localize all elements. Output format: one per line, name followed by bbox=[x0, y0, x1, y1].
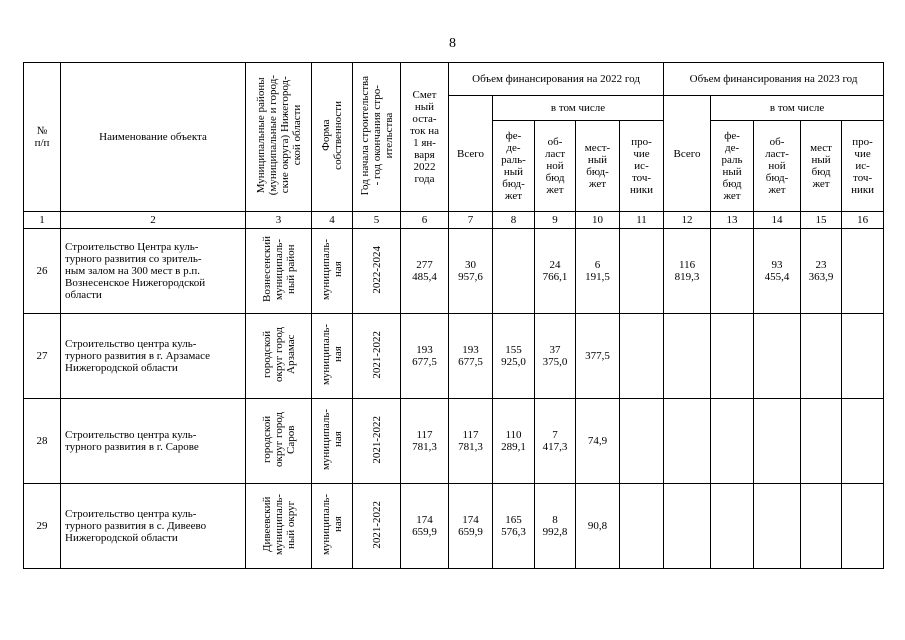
regional-2022: 37 375,0 bbox=[535, 314, 576, 399]
object-name: Строительство центра куль- турного развития в г. Сарове bbox=[61, 399, 246, 484]
local-2023 bbox=[801, 314, 842, 399]
local-2022: 377,5 bbox=[576, 314, 620, 399]
federal-2023 bbox=[711, 229, 754, 314]
federal-2023 bbox=[711, 399, 754, 484]
header-fin-2022: Объем финансирования на 2022 год bbox=[449, 63, 664, 96]
header-incl-2023: в том числе bbox=[711, 96, 884, 121]
regional-2022: 24 766,1 bbox=[535, 229, 576, 314]
row-number: 27 bbox=[24, 314, 61, 399]
funding-table bbox=[23, 62, 884, 569]
estimate-balance: 193 677,5 bbox=[401, 314, 449, 399]
table-row bbox=[24, 484, 884, 569]
object-name: Строительство центра куль- турного развития в г. Арзамасе Нижегородской области bbox=[61, 314, 246, 399]
other-2022 bbox=[620, 484, 664, 569]
col-number: 9 bbox=[535, 212, 576, 229]
header-federal-2023: фе- де- раль ный бюд жет bbox=[711, 121, 754, 212]
col-number: 15 bbox=[801, 212, 842, 229]
col-number: 1 bbox=[24, 212, 61, 229]
other-2022 bbox=[620, 399, 664, 484]
regional-2022: 8 992,8 bbox=[535, 484, 576, 569]
total-2023 bbox=[664, 484, 711, 569]
construction-years: 2021-2022 bbox=[370, 415, 383, 464]
col-number: 16 bbox=[842, 212, 884, 229]
col-number: 7 bbox=[449, 212, 493, 229]
col-number: 13 bbox=[711, 212, 754, 229]
ownership-form: муниципаль- ная bbox=[320, 493, 344, 556]
regional-2022: 7 417,3 bbox=[535, 399, 576, 484]
municipality: городской округ город Саров bbox=[260, 412, 297, 467]
local-2023 bbox=[801, 484, 842, 569]
ownership-form: муниципаль- ная bbox=[320, 238, 344, 301]
header-regional-2022: об- ласт ной бюд жет bbox=[535, 121, 576, 212]
col-number: 6 bbox=[401, 212, 449, 229]
municipality: Дивеевский муниципаль- ный округ bbox=[260, 493, 297, 556]
local-2022: 6 191,5 bbox=[576, 229, 620, 314]
table-row bbox=[24, 399, 884, 484]
regional-2023 bbox=[754, 314, 801, 399]
header-regional-2023: об- ласт- ной бюд- жет bbox=[754, 121, 801, 212]
row-number: 28 bbox=[24, 399, 61, 484]
col-number: 3 bbox=[246, 212, 312, 229]
row-number: 29 bbox=[24, 484, 61, 569]
col-number: 5 bbox=[353, 212, 401, 229]
header-total-2023: Всего bbox=[664, 96, 711, 212]
ownership-form: муниципаль- ная bbox=[320, 408, 344, 471]
federal-2023 bbox=[711, 314, 754, 399]
federal-2022: 155 925,0 bbox=[493, 314, 535, 399]
local-2022: 90,8 bbox=[576, 484, 620, 569]
total-2022: 174 659,9 bbox=[449, 484, 493, 569]
object-name: Строительство центра куль- турного развития в с. Дивеево Нижегородской области bbox=[61, 484, 246, 569]
header-other-2023: про- чие ис- точ- ники bbox=[842, 121, 884, 212]
federal-2022 bbox=[493, 229, 535, 314]
header-local-2022: мест- ный бюд- жет bbox=[576, 121, 620, 212]
local-2022: 74,9 bbox=[576, 399, 620, 484]
total-2022: 117 781,3 bbox=[449, 399, 493, 484]
object-name: Строительство Центра куль- турного развития со зритель- ным залом на 300 мест в р.п. Вознесенское Нижегородской области bbox=[61, 229, 246, 314]
header-other-2022: про- чие ис- точ- ники bbox=[620, 121, 664, 212]
header-incl-2022: в том числе bbox=[493, 96, 664, 121]
construction-years: 2022-2024 bbox=[370, 245, 383, 294]
regional-2023 bbox=[754, 399, 801, 484]
local-2023: 23 363,9 bbox=[801, 229, 842, 314]
page-number: 8 bbox=[449, 36, 456, 51]
col-number: 10 bbox=[576, 212, 620, 229]
other-2023 bbox=[842, 484, 884, 569]
estimate-balance: 117 781,3 bbox=[401, 399, 449, 484]
header-name: Наименование объекта bbox=[61, 63, 246, 212]
local-2023 bbox=[801, 399, 842, 484]
municipality: Вознесенский муниципаль- ный район bbox=[260, 236, 297, 303]
regional-2023: 93 455,4 bbox=[754, 229, 801, 314]
col-number: 14 bbox=[754, 212, 801, 229]
construction-years: 2021-2022 bbox=[370, 330, 383, 379]
other-2022 bbox=[620, 229, 664, 314]
header-federal-2022: фе- де- раль- ный бюд- жет bbox=[493, 121, 535, 212]
total-2023: 116 819,3 bbox=[664, 229, 711, 314]
other-2022 bbox=[620, 314, 664, 399]
table-row bbox=[24, 229, 884, 314]
header-no: № п/п bbox=[24, 63, 61, 212]
regional-2023 bbox=[754, 484, 801, 569]
other-2023 bbox=[842, 314, 884, 399]
ownership-form: муниципаль- ная bbox=[320, 323, 344, 386]
total-2023 bbox=[664, 399, 711, 484]
total-2023 bbox=[664, 314, 711, 399]
column-number-row bbox=[24, 212, 884, 229]
header-municipality: Муниципальные районы (муниципальные и город- ские округа) Нижегород- ской области bbox=[254, 75, 303, 196]
federal-2022: 110 289,1 bbox=[493, 399, 535, 484]
header-total-2022: Всего bbox=[449, 96, 493, 212]
header-local-2023: мест ный бюд жет bbox=[801, 121, 842, 212]
total-2022: 30 957,6 bbox=[449, 229, 493, 314]
total-2022: 193 677,5 bbox=[449, 314, 493, 399]
federal-2023 bbox=[711, 484, 754, 569]
header-ownership: Форма собственности bbox=[320, 101, 344, 170]
other-2023 bbox=[842, 399, 884, 484]
col-number: 2 bbox=[61, 212, 246, 229]
col-number: 4 bbox=[312, 212, 353, 229]
federal-2022: 165 576,3 bbox=[493, 484, 535, 569]
header-balance: Смет ный оста- ток на 1 ян- варя 2022 года bbox=[401, 63, 449, 212]
header-fin-2023: Объем финансирования на 2023 год bbox=[664, 63, 884, 96]
table-row bbox=[24, 314, 884, 399]
header-years: Год начала строительства - год окончания стро- ительства bbox=[358, 75, 395, 196]
construction-years: 2021-2022 bbox=[370, 500, 383, 549]
estimate-balance: 174 659,9 bbox=[401, 484, 449, 569]
col-number: 8 bbox=[493, 212, 535, 229]
row-number: 26 bbox=[24, 229, 61, 314]
estimate-balance: 277 485,4 bbox=[401, 229, 449, 314]
col-number: 12 bbox=[664, 212, 711, 229]
other-2023 bbox=[842, 229, 884, 314]
col-number: 11 bbox=[620, 212, 664, 229]
municipality: городской округ город Арзамас bbox=[260, 327, 297, 382]
